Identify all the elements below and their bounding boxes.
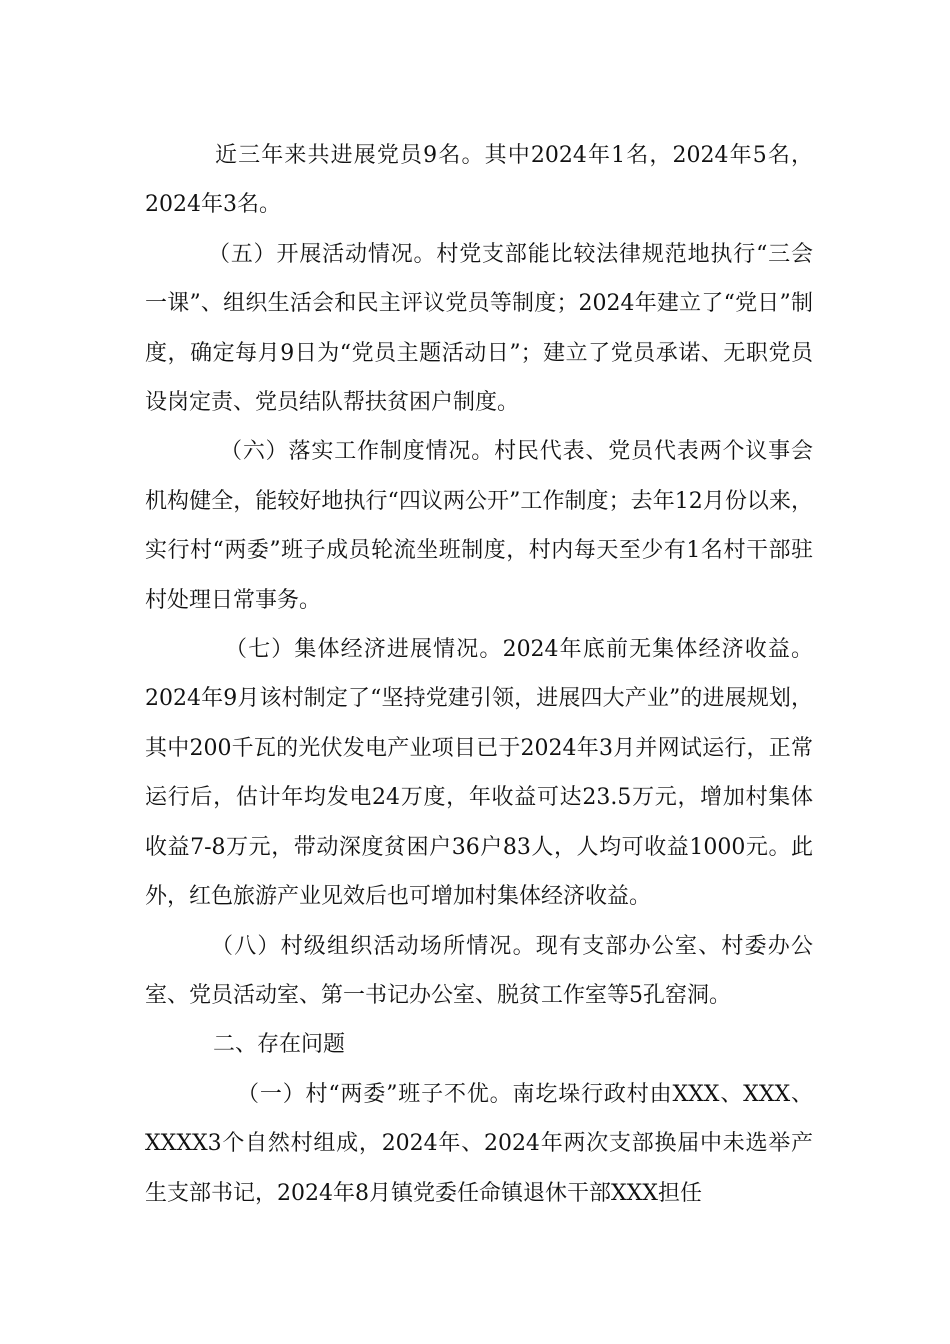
paragraph-party-members: 近三年来共进展党员9名。其中2024年1名，2024年5名，2024年3名。 bbox=[145, 143, 813, 218]
paragraph-activities: （五）开展活动情况。村党支部能比较法律规范地执行“三会一课”、组织生活会和民主评议党员等制度；2024年建立了“党日”制度，确定每月9日为“党员主题活动日”；建立了党员承诺、无职党员设岗定责、党员结队帮扶贫困户制度。 bbox=[145, 241, 813, 416]
section-heading-problems: 二、存在问题 bbox=[213, 1032, 346, 1058]
paragraph-activity-venue: （八）村级组织活动场所情况。现有支部办公室、村委办公室、党员活动室、第一书记办公室、脱贫工作室等5孔窑洞。 bbox=[145, 933, 813, 1008]
paragraph-work-system: （六）落实工作制度情况。村民代表、党员代表两个议事会机构健全，能较好地执行“四议两公开”工作制度；去年12月份以来，实行村“两委”班子成员轮流坐班制度，村内每天至少有1名村干部驻村处理日常事务。 bbox=[145, 439, 813, 613]
paragraph-collective-economy: （七）集体经济进展情况。2024年底前无集体经济收益。2024年9月该村制定了“坚持党建引领，进展四大产业”的进展规划，其中200千瓦的光伏发电产业项目已于2024年3月并网试运行，正常运行后，估计年均发电24万度，年收益可达23.5万元，增加村集体收益7-8万元，带动深度贫困户36户83人，人均可收益1000元。此外，红色旅游产业见效后也可增加村集体经济收益。 bbox=[145, 637, 813, 910]
paragraph-committee-issue: （一）村“两委”班子不优。南圪垛行政村由XXX、XXX、XXXX3个自然村组成，2024年、2024年两次支部换届中未选举产生支部书记，2024年8月镇党委任命镇退休干部XXX担任 bbox=[145, 1081, 813, 1206]
document-body bbox=[145, 131, 813, 1218]
